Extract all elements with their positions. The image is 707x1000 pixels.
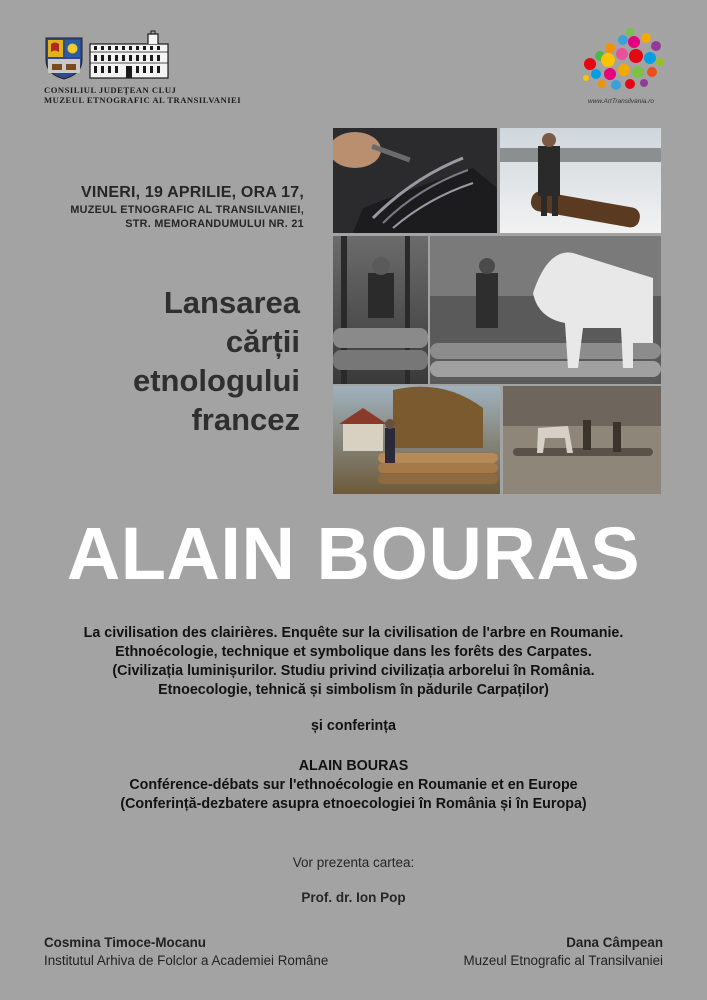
- event-street: STR. MEMORANDUMULUI NR. 21: [125, 218, 304, 230]
- county-crest-icon: [44, 36, 84, 80]
- book-title-line-3: (Civilizația luminișurilor. Studiu privind civilizația arborelui în România.: [112, 663, 595, 679]
- photo-collage: [333, 128, 661, 494]
- org-museum: MUZEUL ETNOGRAFIC AL TRANSILVANIEI: [44, 95, 242, 105]
- photo-seated-woodsman: [333, 236, 428, 384]
- conference-author: ALAIN BOURAS: [298, 758, 409, 774]
- photo-man-with-horse: [430, 236, 661, 384]
- org-county-council: CONSILIUL JUDEȚEAN CLUJ: [44, 85, 177, 95]
- conference-title-ro: (Conferință-dezbatere asupra etnoecologiei în România și în Europa): [120, 796, 587, 812]
- signature-left: [44, 934, 328, 970]
- photo-horse-logging: [503, 386, 661, 494]
- book-title: [20, 624, 687, 700]
- signature-left-institution: Institutul Arhiva de Folclor a Academiei Române: [44, 953, 329, 968]
- museum-building-icon: [88, 30, 170, 80]
- signature-right-institution: Muzeul Etnografic al Transilvaniei: [463, 953, 663, 968]
- photo-village-logs: [333, 386, 500, 494]
- launch-heading: [20, 283, 300, 439]
- event-details: [20, 183, 304, 231]
- signature-right: [464, 934, 663, 970]
- photo-wood-carving: [333, 128, 497, 233]
- book-title-line-1: La civilisation des clairières. Enquête sur la civilisation de l'arbre en Roumanie.: [83, 625, 624, 641]
- photo-snow-log: [500, 128, 661, 233]
- partner-website: www.ArtTransilvania.ro: [588, 98, 654, 105]
- organization-names: [44, 85, 241, 105]
- launch-line-3: etnologului: [132, 363, 300, 398]
- launch-line-1: Lansarea: [163, 285, 300, 320]
- author-name-headline: ALAIN BOURAS: [66, 512, 641, 595]
- book-title-line-4: Etnoecologie, tehnică și simbolism în pădurile Carpaților): [158, 682, 549, 698]
- book-title-line-2: Ethnoécologie, technique et symbolique dans les forêts des Carpates.: [115, 644, 592, 660]
- and-conference-label: și conferința: [310, 718, 396, 734]
- launch-line-2: cărții: [225, 324, 300, 359]
- presenter-main: Prof. dr. Ion Pop: [301, 890, 406, 905]
- presenters-intro: Vor prezenta cartea:: [292, 855, 415, 870]
- event-date: VINERI, 19 APRILIE, ORA 17,: [81, 184, 304, 201]
- signature-left-name: Cosmina Timoce-Mocanu: [44, 935, 206, 950]
- signature-right-name: Dana Câmpean: [566, 935, 663, 950]
- launch-line-4: francez: [191, 402, 300, 437]
- conference-details: [20, 757, 687, 814]
- conference-title-fr: Conférence-débats sur l'ethnoécologie en Roumanie et en Europe: [129, 777, 578, 793]
- event-venue: MUZEUL ETNOGRAFIC AL TRANSILVANIEI,: [70, 204, 304, 216]
- art-transilvania-logo-icon: [578, 22, 668, 106]
